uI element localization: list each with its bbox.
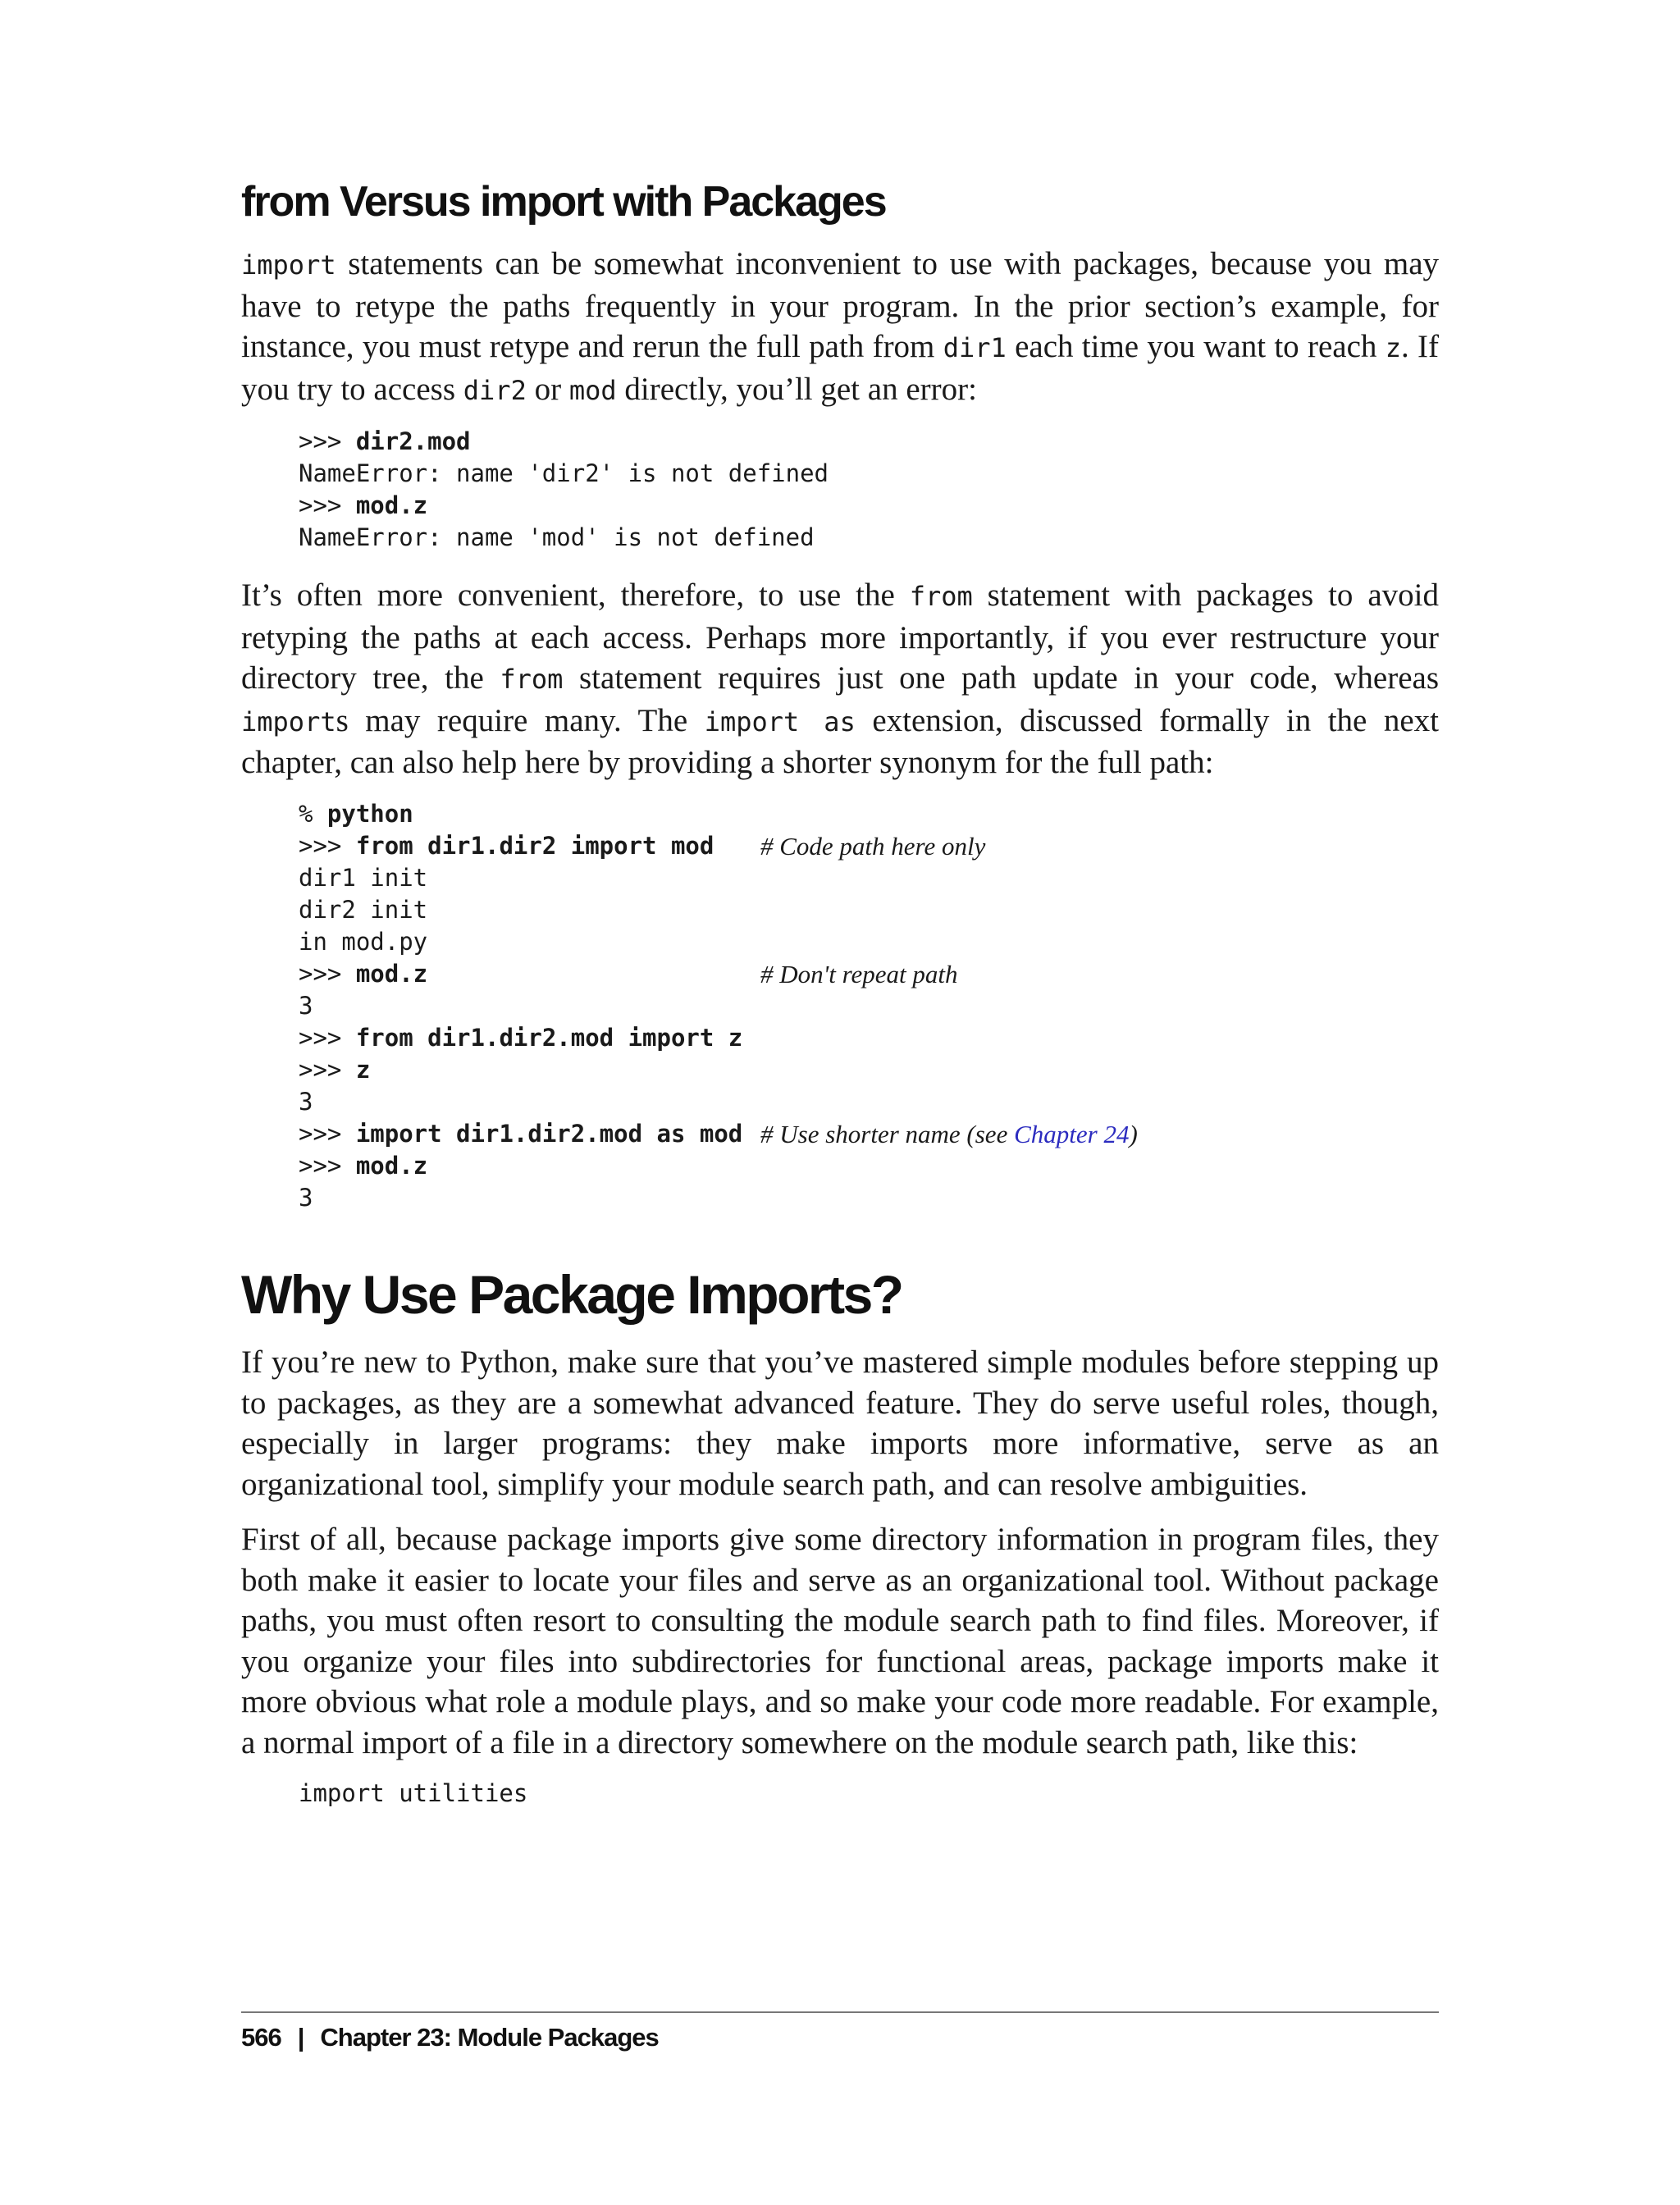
inline-code: from <box>500 664 564 696</box>
inline-code: from <box>909 581 973 613</box>
code-comment: # Use shorter name (see Chapter 24) <box>760 1119 1138 1148</box>
text-run: statement requires just one path update in your code, whereas <box>563 660 1439 696</box>
text-run: or <box>526 371 569 407</box>
footer-separator: | <box>297 2023 304 2052</box>
page-content <box>241 179 1439 1831</box>
code-line: import utilities <box>299 1779 528 1808</box>
code-line: >>> from dir1.dir2.mod import z <box>299 1023 743 1052</box>
code-line: >>> z <box>299 1055 371 1084</box>
page-number: 566 <box>241 2023 281 2052</box>
code-block-package-imports <box>299 798 1439 1214</box>
paragraph-intro <box>241 244 1439 411</box>
code-line: >>> mod.z <box>299 491 428 520</box>
code-line: >>> import dir1.dir2.mod as mod # Use shorter name (see Chapter 24) <box>299 1119 1138 1148</box>
code-line: >>> dir2.mod <box>299 427 471 456</box>
section-heading-why-use-package-imports: Why Use Package Imports? <box>241 1263 902 1325</box>
text-run: statement with packages to avoid retyping the paths at each access. Perhaps more importantly, if you ever restructure your directory tree, the <box>241 578 1439 696</box>
inline-code: mod <box>568 374 617 406</box>
text-run: extension, discussed formally in the next chapter, can also help here by providing a shorter synonym for the full path: <box>241 702 1440 781</box>
inline-code: dir2 <box>463 374 527 406</box>
text-run: each time you want to reach <box>1006 329 1386 365</box>
paragraph-why-packages: If you’re new to Python, make sure that you’ve mastered simple modules before stepping up to packages, as they are a somewhat advanced feature. They do serve useful roles, though, especially in larger programs: they make imports more informative, serve as an organizational tool, simplify your module search path, and can resolve ambiguities. <box>241 1344 1439 1502</box>
code-line: >>> mod.z # Don't repeat path <box>299 959 958 988</box>
paragraph-from-convenience <box>241 575 1439 783</box>
inline-code: import <box>241 705 336 737</box>
inline-code: dir1 <box>943 332 1007 364</box>
code-line: 3 <box>299 1183 313 1212</box>
paragraph-first-of-all: First of all, because package imports give some directory information in program files, they both make it easier to locate your files and serve as an organizational tool. Without package paths, you must often resort to consulting the module search path to find files. Moreover, if you organize your files into subdirectories for functional areas, package imports make it more obvious what role a module plays, and so make your code more readable. For example, a normal import of a file in a directory somewhere on the module search path, like this: <box>241 1522 1439 1760</box>
chapter-title: Chapter 23: Module Packages <box>320 2023 659 2052</box>
code-line: 3 <box>299 991 313 1020</box>
footer-divider <box>241 2011 1439 2013</box>
code-line: dir1 init <box>299 863 428 892</box>
code-comment: # Code path here only <box>760 831 986 861</box>
chapter-24-link[interactable]: Chapter 24 <box>1014 1119 1130 1148</box>
code-comment: # Don't repeat path <box>760 959 958 988</box>
code-line: dir2 init <box>299 895 428 924</box>
text-run: s may require many. The <box>336 702 705 738</box>
inline-code: import <box>241 249 336 281</box>
code-block-import-utilities <box>299 1778 1439 1810</box>
code-line: 3 <box>299 1087 313 1116</box>
text-run: It’s often more convenient, therefore, to use the <box>241 578 910 614</box>
code-line: in mod.py <box>299 927 428 956</box>
code-line: NameError: name 'mod' is not defined <box>299 523 815 552</box>
code-line: >>> from dir1.dir2 import mod # Code path here only <box>299 831 986 861</box>
text-run: . If you try to access <box>241 329 1439 407</box>
code-line: >>> mod.z <box>299 1151 428 1180</box>
code-line: % python <box>299 799 413 828</box>
inline-code: z <box>1385 332 1401 364</box>
code-block-name-errors <box>299 426 1439 554</box>
page-footer <box>241 2023 659 2052</box>
inline-code: import as <box>704 705 856 737</box>
code-line: NameError: name 'dir2' is not defined <box>299 459 829 488</box>
section-heading-from-vs-import: from Versus import with Packages <box>241 178 886 226</box>
text-run: directly, you’ll get an error: <box>616 371 977 407</box>
text-run: statements can be somewhat inconvenient to use with packages, because you may have to retype the paths frequently in your program. In the prior section’s example, for instance, you must retype and rerun the full path from <box>241 246 1439 365</box>
